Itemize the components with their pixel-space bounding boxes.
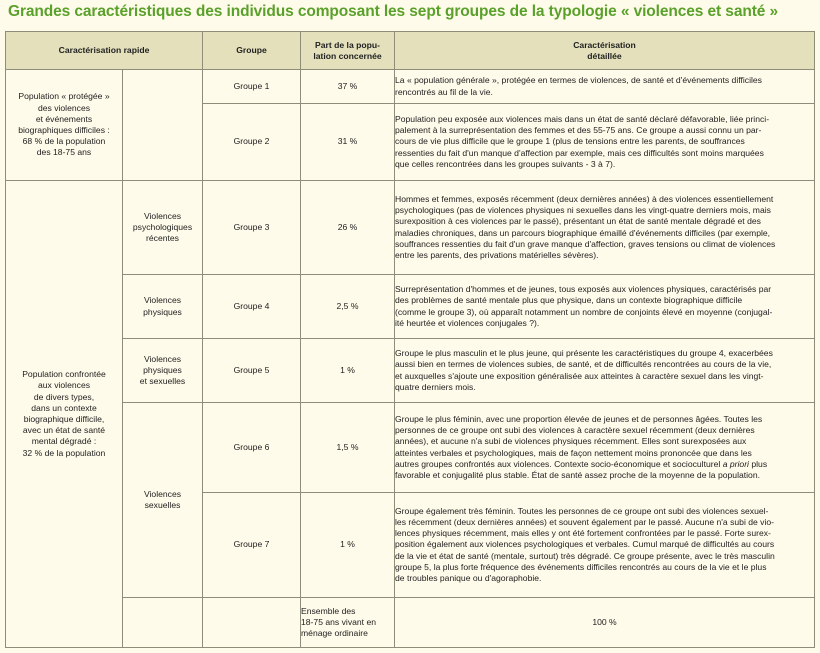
description-text: Surreprésentation d'hommes et de jeunes, tous exposés aux violences physiques, caractérisés par des problèmes de santé mentale plus que physique, dans un contexte biographique difficile (comme le groupe 3), où apparaît notamment un nombre de conjoints élevé en moyenne (conjugal- ité heurtée et violences conjugales ?). [395, 284, 773, 328]
part-cell: 2,5 % [301, 275, 395, 339]
group-cell: Groupe 5 [203, 339, 301, 403]
population-confrontee-label: Population confrontée aux violences de divers types, dans un contexte biographique difficile, avec un état de santé mental dégradé : 32 % de la population [22, 369, 106, 458]
table-row [6, 181, 815, 275]
population-confrontee-cell [6, 181, 123, 648]
part-cell: 1 % [301, 339, 395, 403]
description-text: Groupe également très féminin. Toutes les personnes de ce groupe ont subi des violences sexuel- les récemment (deux dernières années) et souvent également par le passé. Aucune n'a subi de vio- lences physiques récemment, mais elles y ont été fortement confrontées par le passé. Forte surex- position également aux violences psychologiques et verbales. Cumul marqué de difficultés au cours de la vie et état de santé (mentale, surtout) très dégradé. Ce groupe présente, avec le très masculin groupe 5, la plus forte fréquence des événements difficiles rencontrés au cours de la vie et le plus de troubles panique ou d'agoraphobie. [395, 505, 775, 583]
subtype-sexuelles-label: Violences sexuelles [143, 488, 182, 510]
description-cell [395, 403, 815, 493]
description-text: Population peu exposée aux violences mais dans un état de santé déclaré défavorable, liée princi- palement à la surreprésentation des femmes et des 55-75 ans. Ce groupe a aussi connu un par- cours de vie plus difficile que le groupe 1 (plus de tensions entre les parents, de souffrances ressenties du fait d'un manque d'affection par exemple, mais ces difficultés sont moins marquées que celles rencontrées dans les groupes suivants - 3 à 7). [395, 113, 770, 169]
table-row [6, 403, 815, 493]
total-label-cell [301, 598, 395, 648]
table-row [6, 275, 815, 339]
total-row [6, 598, 815, 648]
header-groupe: Groupe [203, 32, 301, 70]
description-cell [395, 275, 815, 339]
table-row [6, 339, 815, 403]
empty-total-cell [123, 598, 203, 648]
typology-table [5, 31, 815, 648]
header-caracterisation-rapide: Caractérisation rapide [6, 32, 203, 70]
part-cell: 1 % [301, 493, 395, 598]
description-cell [395, 493, 815, 598]
description-text: Hommes et femmes, exposés récemment (deux dernières années) à des violences essentiellement psychologiques (pas de violences physiques ni sexuelles dans les vingt-quatre derniers mois, mais surexposition à ces violences par le passé), présentant un état de santé mentale dégradé et des maladies chroniques, dans un parcours biographique émaillé d'événements difficiles (par exemple, souffrances ressenties du fait d'un grave manque d'affection, graves tensions ou climat de violences entre les parents, des privations matérielles sévères). [395, 193, 776, 260]
subtype-psycho-label: Violences psychologiques récentes [132, 210, 193, 244]
page-title: Grandes caractéristiques des individus composant les sept groupes de la typologie « violences et santé » [8, 3, 779, 20]
empty-subtype-cell [123, 70, 203, 181]
part-cell: 26 % [301, 181, 395, 275]
description-cell [395, 104, 815, 181]
header-part [301, 32, 395, 70]
header-detail-label: Caractérisation détaillée [573, 40, 636, 61]
group-cell: Groupe 3 [203, 181, 301, 275]
description-cell [395, 70, 815, 104]
table-row [6, 70, 815, 104]
description-italic-text: a priori [722, 458, 749, 469]
group-cell: Groupe 6 [203, 403, 301, 493]
group-cell: Groupe 4 [203, 275, 301, 339]
description-cell [395, 181, 815, 275]
group-cell: Groupe 7 [203, 493, 301, 598]
part-cell: 1,5 % [301, 403, 395, 493]
description-cell [395, 339, 815, 403]
population-protegee-label: Population « protégée » des violences et événements biographiques difficiles : 68 % de la population des 18-75 ans [18, 91, 110, 158]
subtype-physiques-label: Violences physiques [143, 295, 182, 317]
subtype-cell [123, 275, 203, 339]
total-label: Ensemble des 18-75 ans vivant en ménage ordinaire [301, 605, 377, 639]
description-text: Groupe le plus masculin et le plus jeune, qui présente les caractéristiques du groupe 4, exacerbées aussi bien en termes de violences subies, de santé, et de difficultés rencontrées au cours de la vie, et auxquelles s'ajoute une exposition généralisée aux atteintes à caractère sexuel dans les vingt- quatre derniers mois. [395, 348, 773, 392]
table-header-row [6, 32, 815, 70]
header-caracterisation-detaillee [395, 32, 815, 70]
population-protegee-cell [6, 70, 123, 181]
part-cell: 31 % [301, 104, 395, 181]
subtype-cell [123, 181, 203, 275]
description-text: plus favorable et conjugalité plus stable. État de santé assez proche de la moyenne de la population. [395, 458, 768, 480]
part-cell: 37 % [301, 70, 395, 104]
description-text: Groupe le plus féminin, avec une proportion élevée de jeunes et de personnes âgées. Toutes les personnes de ce groupe ont subi des violences à caractère sexuel récemment (deux dernières années), et aucune n'a subi de violences physiques récemment. Elles sont surexposées aux atteintes verbales et psychologiques, mais de façon nettement moins prononcée que dans les autres groupes confrontés aux violences. Contexte socio-économique et socioculturel [395, 413, 763, 469]
subtype-cell [123, 403, 203, 598]
subtype-phys-sex-label: Violences physiques et sexuelles [139, 353, 186, 387]
group-cell: Groupe 2 [203, 104, 301, 181]
header-part-label: Part de la popu- lation concernée [313, 40, 382, 61]
subtype-cell [123, 339, 203, 403]
total-part-cell: 100 % [395, 598, 815, 648]
description-text: La « population générale », protégée en termes de violences, de santé et d'événements difficiles rencontrés au fil de la vie. [395, 75, 762, 97]
group-cell: Groupe 1 [203, 70, 301, 104]
empty-total-cell [203, 598, 301, 648]
